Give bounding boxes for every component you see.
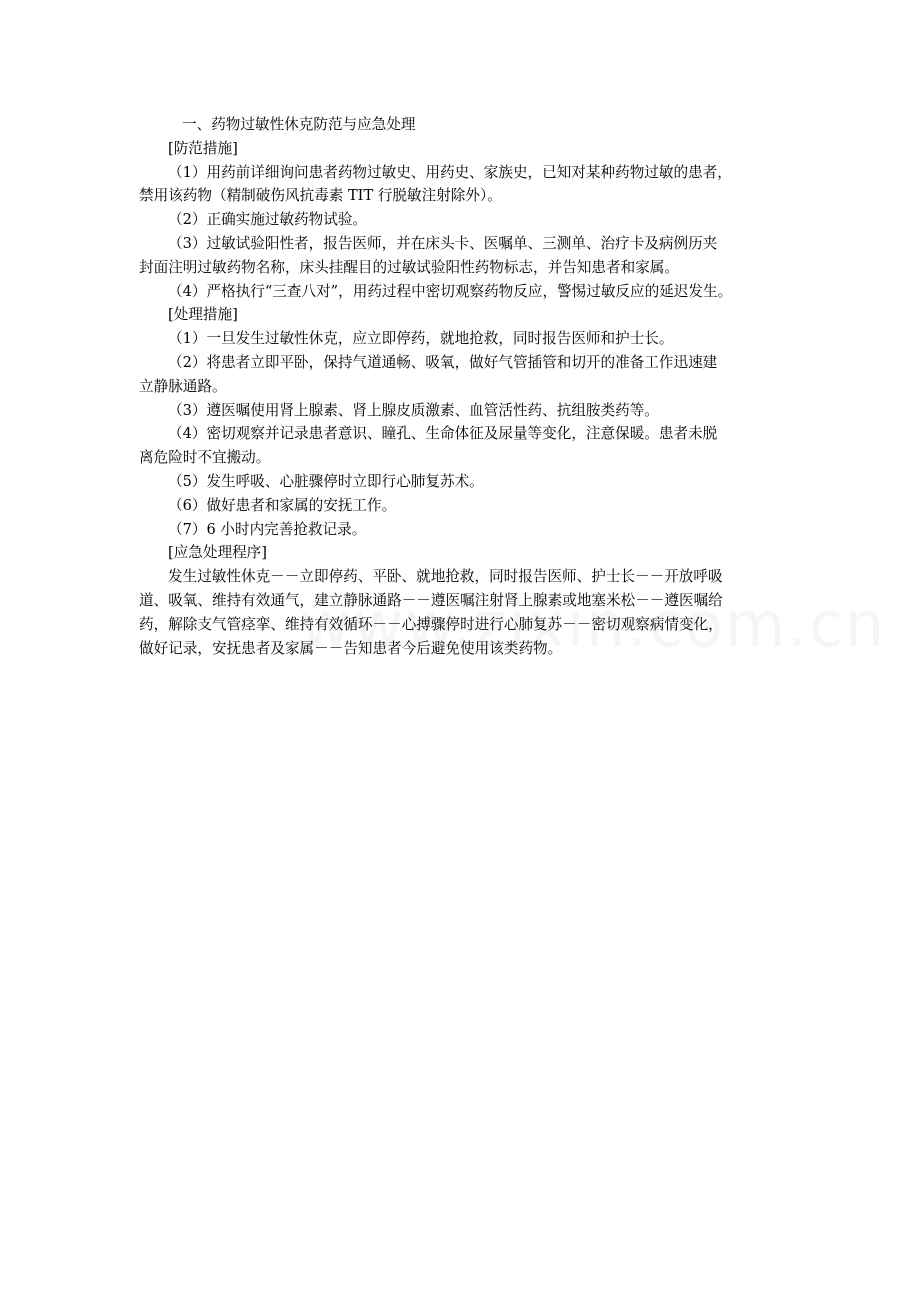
treatment-item-7: （7）6 小时内完善抢救记录。 (168, 520, 367, 538)
procedure-line-3: 药，解除支气管痉挛、维持有效循环－－心搏骤停时进行心肺复苏－－密切观察病情变化， (139, 615, 723, 633)
prevention-item-3-line-1: （3）过敏试验阳性者，报告医师，并在床头卡、医嘱单、三测单、治疗卡及病例历夹 (168, 234, 718, 252)
procedure-line-1: 发生过敏性休克－－立即停药、平卧、就地抢救，同时报告医师、护士长－－开放呼吸 (168, 568, 723, 586)
procedure-line-2: 道、吸氧、维持有效通气，建立静脉通路－－遵医嘱注射肾上腺素或地塞米松－－遵医嘱给 (139, 591, 723, 609)
procedure-heading: [应急处理程序] (168, 544, 267, 562)
treatment-item-4-line-1: （4）密切观察并记录患者意识、瞳孔、生命体征及尿量等变化，注意保暖。患者未脱 (168, 425, 718, 443)
treatment-item-1: （1）一旦发生过敏性休克，应立即停药，就地抢救，同时报告医师和护士长。 (168, 330, 674, 348)
procedure-line-4: 做好记录，安抚患者及家属－－告知患者今后避免使用该类药物。 (139, 639, 563, 657)
document-title: 一、药物过敏性休克防范与应急处理 (182, 116, 416, 133)
prevention-item-4: （4）严格执行“三查八对”，用药过程中密切观察药物反应，警惕过敏反应的延迟发生。 (168, 282, 733, 300)
treatment-item-2-line-2: 立静脉通路。 (139, 377, 227, 395)
prevention-item-3-line-2: 封面注明过敏药物名称，床头挂醒目的过敏试验阳性药物标志，并告知患者和家属。 (139, 258, 679, 276)
prevention-heading: [防范措施] (168, 139, 238, 157)
treatment-heading: [处理措施] (168, 306, 238, 324)
prevention-item-1-line-1: （1）用药前详细询问患者药物过敏史、用药史、家族史，已知对某种药物过敏的患者， (168, 163, 732, 181)
treatment-item-4-line-2: 离危险时不宜搬动。 (139, 449, 271, 467)
treatment-item-6: （6）做好患者和家属的安抚工作。 (168, 496, 397, 514)
prevention-item-1-line-2: 禁用该药物（精制破伤风抗毒素 TIT 行脱敏注射除外）。 (139, 187, 502, 205)
treatment-item-5: （5）发生呼吸、心脏骤停时立即行心肺复苏术。 (168, 472, 484, 490)
treatment-item-3: （3）遵医嘱使用肾上腺素、肾上腺皮质激素、血管活性药、抗组胺类药等。 (168, 401, 659, 419)
document-body (139, 113, 791, 660)
prevention-item-2: （2）正确实施过敏药物试验。 (168, 211, 368, 229)
treatment-item-2-line-1: （2）将患者立即平卧，保持气道通畅、吸氧，做好气管插管和切开的准备工作迅速建 (168, 353, 718, 371)
